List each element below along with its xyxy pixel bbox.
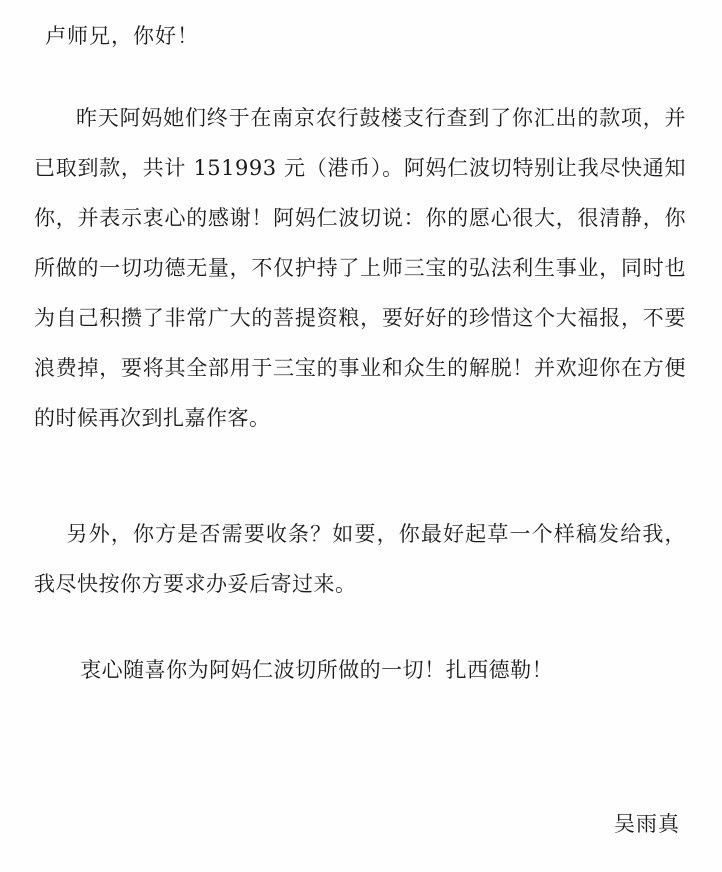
letter-paragraph-3: 衷心随喜你为阿妈仁波切所做的一切！扎西德勒！ [80,658,554,682]
letter-greeting: 卢师兄，你好！ [45,24,199,48]
letter-paragraph-1: 昨天阿妈她们终于在南京农行鼓楼支行查到了你汇出的款项，并已取到款，共计 151993 元（港币）。阿妈仁波切特别让我尽快通知你，并表示衷心的感谢！阿妈仁波切说：你的愿心很大，很清静，你所做的一切功德无量，不仅护持了上师三宝的弘法利生事业，同时也为自己积攒了非常广大的菩提资粮，要好好的珍惜这个大福报，不要浪费掉，要将其全部用于三宝的事业和众生的解脱！并欢迎你在方便的时候再次到扎嘉作客。 [34,106,686,430]
letter-signature: 吴雨真 [614,812,680,836]
letter-paragraph-2: 另外，你方是否需要收条？如要，你最好起草一个样稿发给我，我尽快按你方要求办妥后寄过来。 [34,522,686,596]
